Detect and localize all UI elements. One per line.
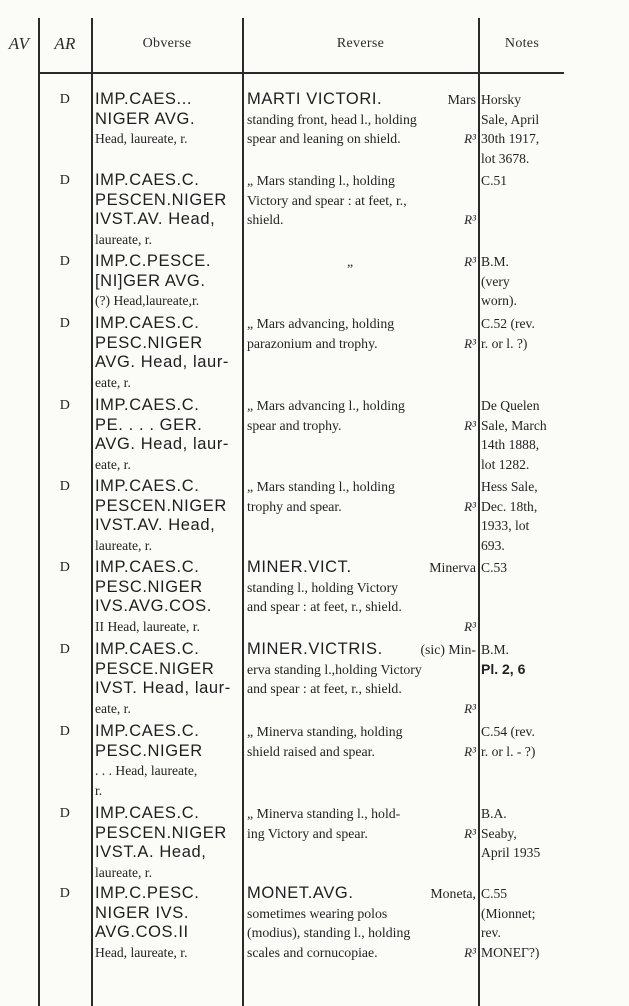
obverse-description-line: r. [95,782,103,798]
denomination: D [59,560,71,575]
notes-cell [481,314,565,353]
notes-line: 30th 1917, [481,131,540,146]
denomination: D [59,806,71,821]
rarity-mark: R³ [464,825,476,841]
obverse-legend-line: PESC.NIGER [95,577,203,596]
denomination: D [59,316,71,331]
rarity-mark: R³ [464,335,476,351]
obverse-cell [95,90,241,149]
rule-left [38,18,40,1006]
reverse-cell [247,722,476,761]
rarity-line [247,699,476,719]
obverse-description-line: II Head, laureate, r. [95,618,200,634]
reverse-description-line: and spear : at feet, r., shield. [247,681,402,696]
denomination: D [59,642,71,657]
obverse-legend-line: PESC.NIGER [95,333,203,352]
notes-line: lot 3678. [481,150,530,166]
header-notes: Notes [504,36,540,51]
obverse-legend-line: PESCE.NIGER [95,659,215,678]
header-av: AV [8,34,30,53]
obverse-description-line: Head, laureate, r. [95,131,188,146]
notes-line: Seaby, [481,825,517,841]
obverse-legend-line: PESCEN.NIGER [95,823,227,842]
obverse-legend-line: IVS.AVG.COS. [95,597,212,615]
notes-cell [481,171,565,191]
reverse-description-line: „ Mars standing l., holding [247,479,395,494]
reverse-description-line: „ Mars advancing l., holding [247,398,405,413]
notes-line: C.55 [481,886,508,901]
reverse-legend-suffix: Mars [447,92,476,107]
notes-line: 1933, lot [481,518,530,533]
obverse-legend-line: AVG. Head, laur- [95,353,230,371]
reverse-description-line: (modius), standing l., holding [247,925,411,940]
obverse-legend-line: PE. . . . GER. [95,415,203,434]
notes-cell [481,558,565,578]
obverse-description-line: . . . Head, laureate, [95,763,198,778]
notes-line: Sale, April [481,111,540,127]
obverse-cell [95,314,241,392]
denomination: D [59,254,71,269]
obverse-legend-line: NIGER AVG. [95,109,196,128]
notes-cell [481,90,565,168]
obverse-legend-line: PESCEN.NIGER [95,190,227,209]
notes-line: B.M. [481,642,509,657]
header-rule [38,72,564,74]
reverse-cell [247,884,476,962]
rarity-mark: R³ [464,212,476,227]
reverse-cell [247,804,476,843]
rarity-line [247,617,476,637]
denomination: D [59,398,71,413]
reverse-description-line: sometimes wearing polos [247,905,388,921]
rule-ar [91,18,93,1006]
obverse-legend-line: PESC.NIGER [95,741,203,760]
notes-line: (Mionnet; [481,905,536,921]
header-ar: AR [54,34,76,53]
notes-line: worn). [481,293,517,308]
denomination: D [59,92,71,107]
reverse-legend-suffix: Moneta, [430,886,476,901]
notes-line: lot 1282. [481,456,530,472]
reverse-first-line [247,558,476,578]
rule-obverse [242,18,244,1006]
reverse-description-line: „ Minerva standing l., hold- [247,806,401,821]
obverse-legend-line: [NI]GER AVG. [95,271,206,290]
obverse-legend-line: IMP.C.PESC. [95,884,200,902]
rarity-mark: R³ [464,254,476,269]
notes-line: r. or l. ?) [481,335,528,351]
notes-cell [481,396,565,474]
reverse-description-line: trophy and spear. R³ [247,497,476,517]
obverse-legend-line: IVST.AV. Head, [95,210,216,228]
obverse-legend-line: IMP.CAES... [95,90,193,108]
reverse-first-line [247,90,476,110]
reverse-legend: MINER.VICTRIS. [247,640,383,658]
obverse-cell [95,804,241,882]
obverse-legend-line: IVST.A. Head, [95,843,207,861]
reverse-description-line: „ Minerva standing, holding [247,724,403,739]
obverse-cell [95,640,241,718]
denomination: D [59,173,71,188]
notes-line: 693. [481,537,505,553]
reverse-legend-suffix: (sic) Min- [420,642,476,657]
notes-line: Horsky [481,92,522,107]
reverse-description-line: ing Victory and spear. R³ [247,824,476,844]
notes-line: C.54 (rev. [481,724,535,739]
reverse-cell [247,396,476,435]
notes-line: Dec. 18th, [481,498,538,514]
notes-cell [481,884,565,962]
notes-line: C.53 [481,560,508,575]
reverse-first-line [247,640,476,660]
notes-line: B.A. [481,806,507,821]
reverse-description-line: spear and trophy. R³ [247,416,476,436]
obverse-cell [95,477,241,555]
rarity-mark: R³ [464,417,476,433]
header-obverse: Obverse [142,36,192,51]
notes-cell [481,252,565,311]
obverse-description-line: laureate, r. [95,864,152,880]
rarity-mark: R³ [464,618,476,634]
reverse-description-line: and spear : at feet, r., shield. [247,599,402,614]
plate-reference: Pl. 2, 6 [481,660,526,677]
notes-line: April 1935 [481,845,541,860]
obverse-legend-line: NIGER IVS. [95,903,190,922]
reverse-description-line: standing front, head l., holding [247,111,417,127]
obverse-legend-line: AVG. Head, laur- [95,435,230,453]
notes-line: r. or l. - ?) [481,743,536,759]
obverse-description-line: (?) Head,laureate,r. [95,293,200,308]
reverse-first-line [247,884,476,904]
reverse-description-line: Victory and spear : at feet, r., [247,192,407,208]
notes-cell [481,804,565,863]
reverse-cell [247,314,476,353]
obverse-description-line: eate, r. [95,456,131,472]
obverse-description-line: laureate, r. [95,537,152,553]
reverse-cell [247,477,476,516]
obverse-cell [95,558,241,636]
reverse-description-line: shield raised and spear. R³ [247,742,476,762]
obverse-description-line: laureate, r. [95,231,152,247]
rarity-mark: R³ [464,498,476,514]
obverse-legend-line: IMP.C.PESCE. [95,252,212,270]
obverse-legend-line: PESCEN.NIGER [95,496,227,515]
notes-line: rev. [481,925,501,940]
obverse-legend-line: IVST.AV. Head, [95,516,216,534]
notes-line: B.M. [481,254,509,269]
obverse-legend-line: AVG.COS.II [95,923,189,941]
notes-line: Hess Sale, [481,479,538,494]
reverse-legend: MARTI VICTORI. [247,90,383,108]
reverse-cell [247,252,476,272]
reverse-description-line: spear and leaning on shield. R³ [247,129,476,149]
notes-line: C.51 [481,173,508,188]
header-reverse: Reverse [336,36,385,51]
reverse-description-line: standing l., holding Victory [247,579,399,595]
obverse-legend-line: IVST. Head, laur- [95,679,231,697]
rarity-mark: R³ [464,700,476,716]
reverse-description-line: „ Mars standing l., holding [247,173,395,188]
denomination: D [59,479,71,494]
obverse-legend-line: IMP.CAES.C. [95,722,200,740]
reverse-description-line: „ R³ [247,252,476,272]
notes-line: Sale, March [481,417,547,433]
obverse-cell [95,252,241,311]
reverse-cell [247,558,476,636]
notes-line: De Quelen [481,398,540,413]
rarity-mark: R³ [464,743,476,759]
notes-cell [481,722,565,761]
reverse-legend: MINER.VICT. [247,558,352,576]
denomination: D [59,724,71,739]
obverse-description-line: eate, r. [95,374,131,390]
obverse-cell [95,396,241,474]
reverse-description-line: „ Mars advancing, holding [247,316,395,331]
obverse-legend-line: IMP.CAES.C. [95,314,200,332]
notes-line: (very [481,273,510,289]
obverse-legend-line: IMP.CAES.C. [95,804,200,822]
notes-line: C.52 (rev. [481,316,535,331]
obverse-legend-line: IMP.CAES.C. [95,396,200,414]
reverse-cell [247,640,476,718]
reverse-cell [247,90,476,149]
notes-cell [481,640,565,679]
obverse-legend-line: IMP.CAES.C. [95,558,200,576]
reverse-legend-suffix: Minerva [429,560,476,575]
reverse-description-line: shield. R³ [247,210,476,230]
reverse-legend: MONET.AVG. [247,884,354,902]
obverse-description-line: Head, laureate, r. [95,944,188,960]
obverse-cell [95,171,241,249]
reverse-cell [247,171,476,230]
notes-line: 14th 1888, [481,437,540,452]
rarity-mark: R³ [464,131,476,146]
obverse-cell [95,884,241,962]
denomination: D [59,886,71,901]
obverse-legend-line: IMP.CAES.C. [95,171,200,189]
obverse-legend-line: IMP.CAES.C. [95,477,200,495]
reverse-description-line: parazonium and trophy. R³ [247,334,476,354]
obverse-description-line: eate, r. [95,700,131,716]
reverse-description-line: erva standing l.,holding Victory [247,661,422,677]
rule-reverse [478,18,480,1006]
rarity-mark: R³ [464,944,476,960]
notes-line: MONEΓ?) [481,944,540,960]
reverse-description-line: scales and cornucopiae. R³ [247,943,476,963]
obverse-legend-line: IMP.CAES.C. [95,640,200,658]
notes-cell [481,477,565,555]
obverse-cell [95,722,241,800]
